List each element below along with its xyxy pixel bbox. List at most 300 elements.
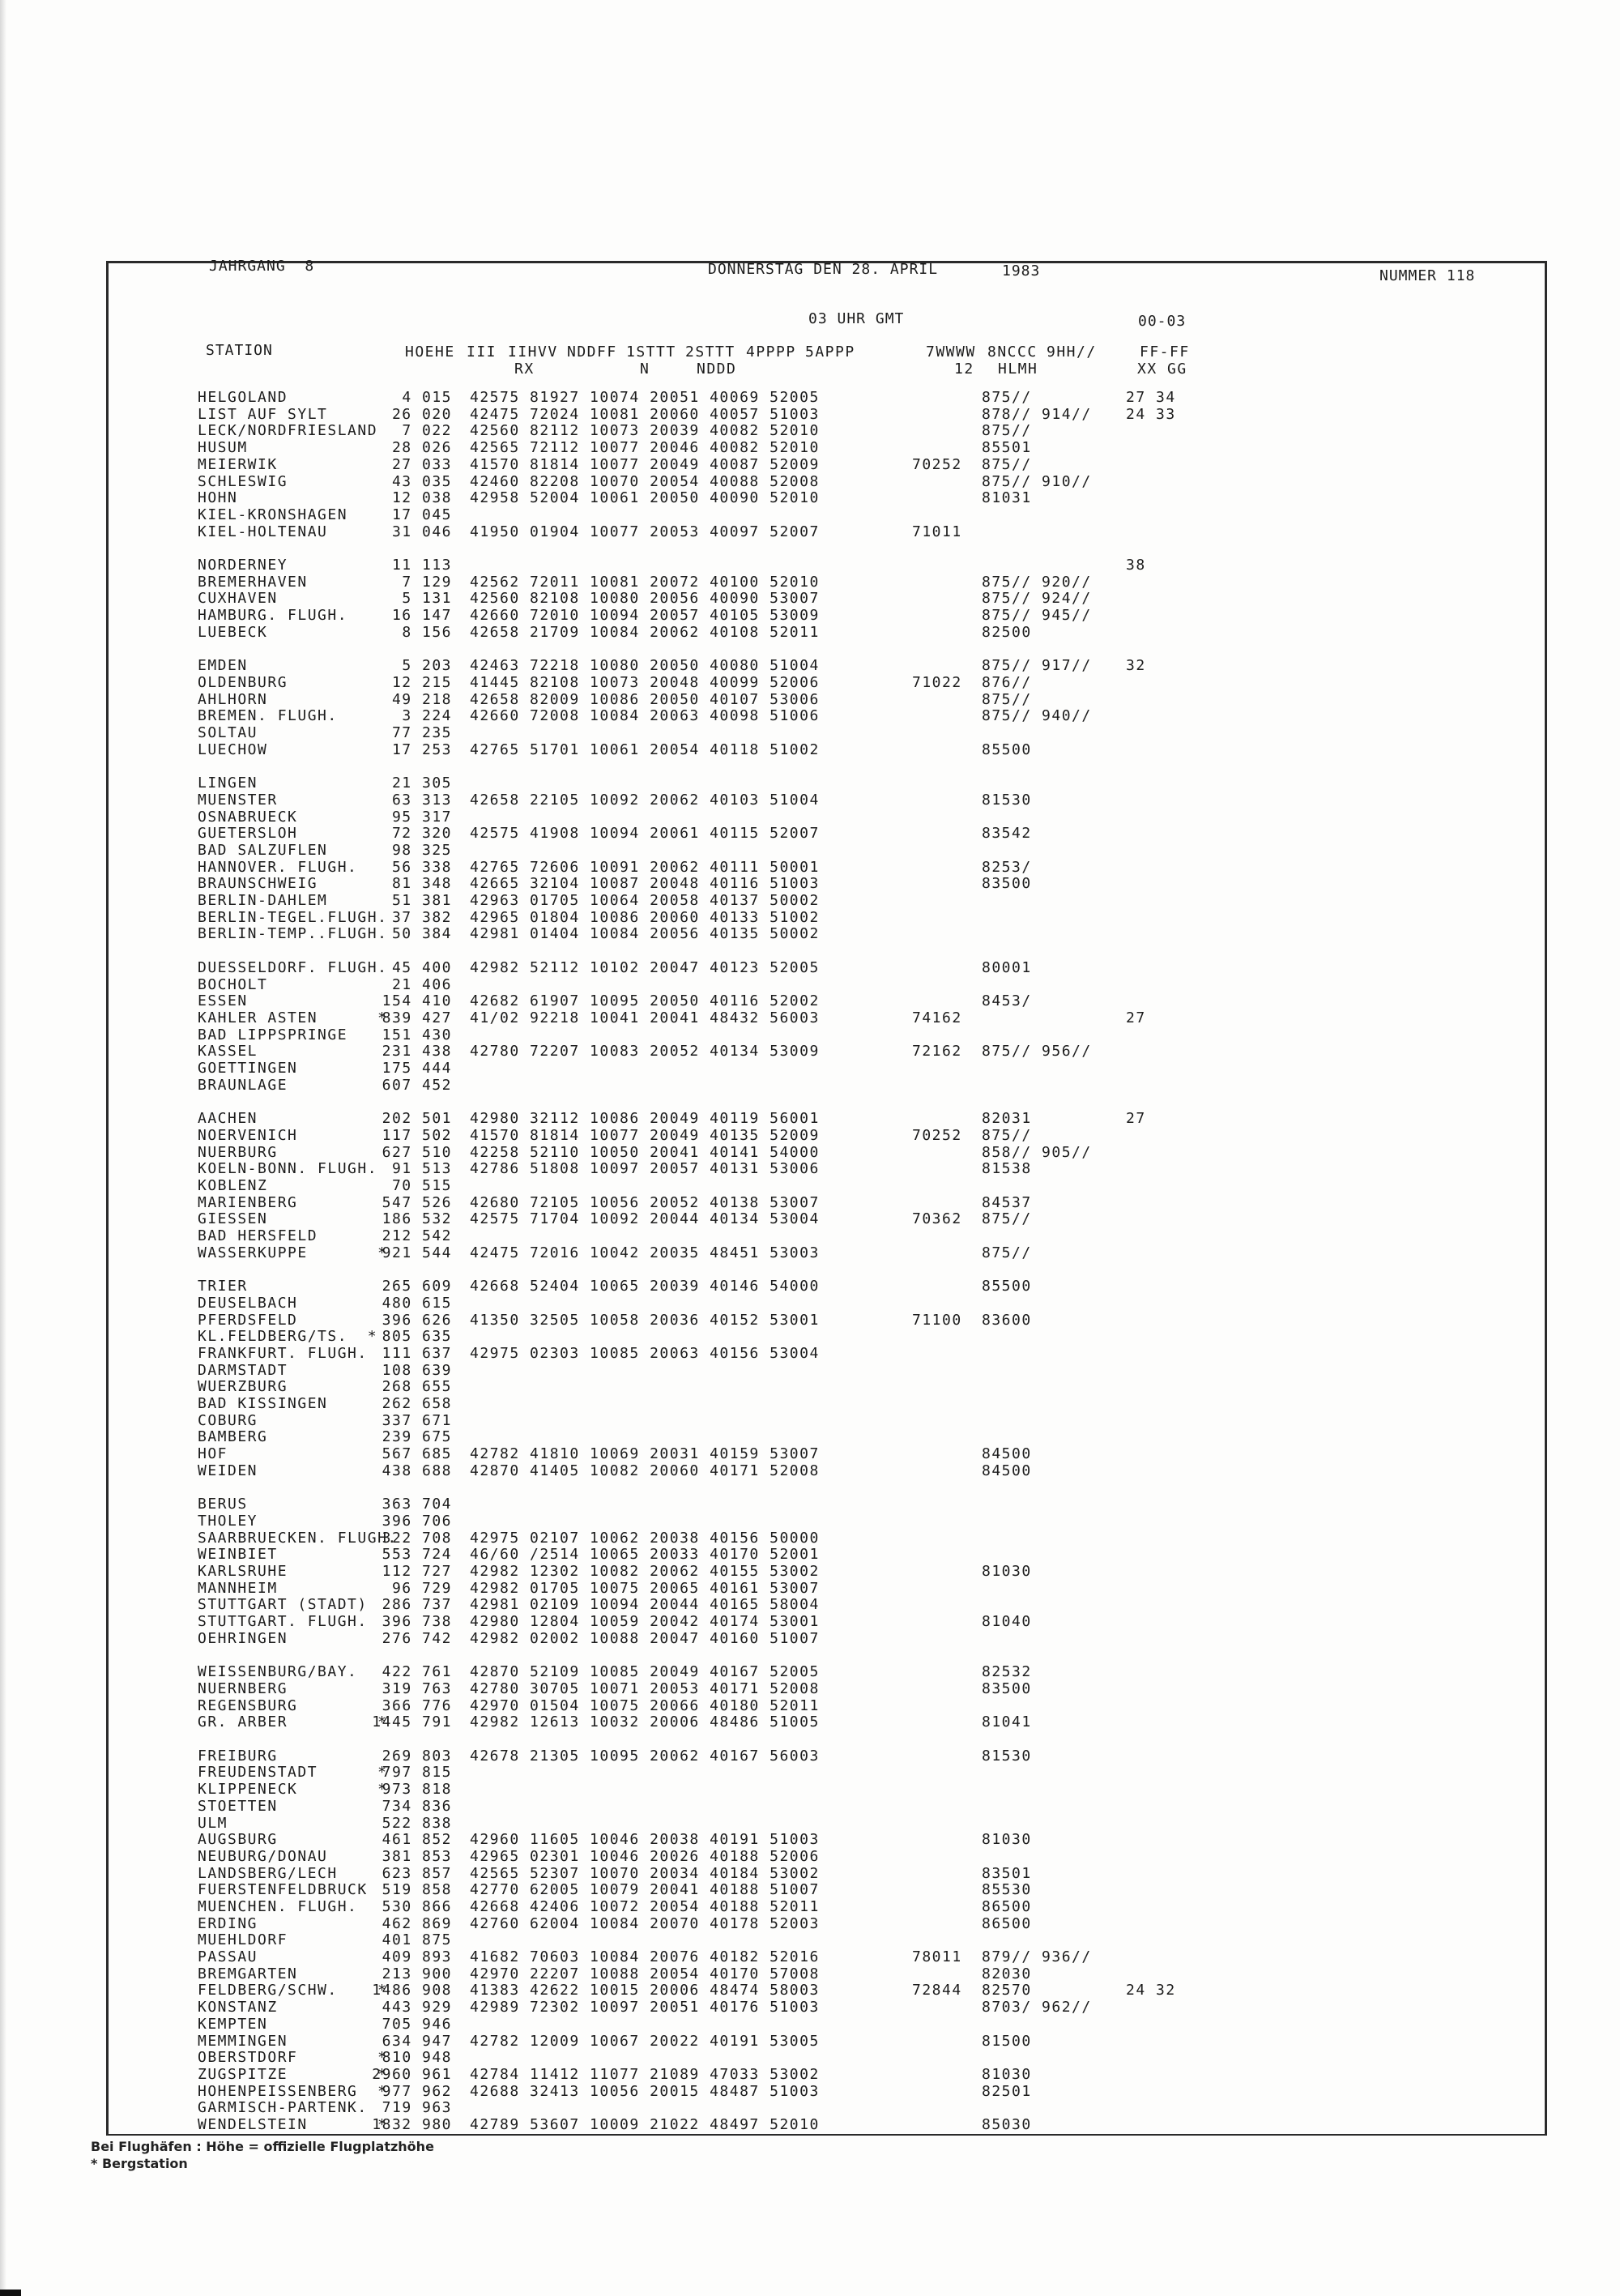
station-name: AHLHORN [198,691,268,708]
station-height-id: 21 406 [391,976,452,993]
station-name: NOERVENICH [198,1127,298,1144]
period-label: 00-03 [1138,313,1187,330]
column-header: 8NCCC [987,344,1038,361]
station-height-id: 7 129 [402,574,452,591]
station-name: BERLIN-TEMP..FLUGH. [198,925,388,942]
station-name: KIEL-KRONSHAGEN [198,506,348,523]
station-height-id: 567 685 [382,1445,452,1462]
station-column-header: STATION [206,342,273,359]
cloud-group: 875// 924// [982,590,1092,607]
cloud-group: 875// [982,422,1032,439]
station-height-id: 276 742 [382,1630,452,1647]
cloud-group: 81030 [982,1831,1032,1848]
cloud-group: 858// 905// [982,1144,1092,1161]
station-name: BAD LIPPSPRINGE [198,1026,348,1043]
cloud-group: 875// 945// [982,607,1092,624]
station-name: WUERZBURG [198,1378,288,1395]
station-name: ZUGSPITZE * [198,2066,388,2083]
station-name: FELDBERG/SCHW. * [198,1982,388,1999]
cloud-group: 875// 920// [982,574,1092,591]
station-height-id: 11 113 [391,557,452,574]
station-height-id: 269 803 [382,1748,452,1765]
station-height-id: 8 156 [402,624,452,641]
station-height-id: 634 947 [382,2033,452,2050]
cloud-group: 81530 [982,792,1032,809]
station-name: COBURG [198,1412,258,1429]
station-height-id: 95 317 [391,809,452,826]
wind-gust: 24 32 [1126,1982,1176,1999]
station-name: SCHLESWIG [198,473,288,490]
station-height-id: 973 818 [382,1781,452,1798]
station-name: KASSEL [198,1043,258,1060]
station-height-id: 623 857 [382,1865,452,1882]
station-height-id: 72 320 [391,825,452,842]
wind-gust: 27 [1126,1110,1146,1127]
observation-groups: 42565 52307 10070 20034 40184 53002 [470,1865,820,1882]
cloud-group: 81040 [982,1613,1032,1630]
station-name: BERLIN-DAHLEM [198,892,328,909]
station-height-id: 26 020 [391,406,452,423]
station-name: HOHENPEISSENBERG * [198,2083,388,2100]
wind-gust: 27 34 [1126,389,1176,406]
station-name: KARLSRUHE [198,1563,288,1580]
station-name: WEIDEN [198,1462,258,1479]
observation-groups: 41350 32505 10058 20036 40152 53001 [470,1312,820,1329]
cloud-group: 875// 910// [982,473,1092,490]
observation-groups: 42562 72011 10081 20072 40100 52010 [470,574,820,591]
footnote-airports: Bei Flughäfen : Höhe = offizielle Flugplatzhöhe [91,2139,434,2154]
observation-groups: 42970 01504 10075 20066 40180 52011 [470,1697,820,1714]
station-name: KAHLER ASTEN * [198,1009,388,1026]
cloud-group: 8453/ [982,992,1032,1009]
observation-groups: 42965 01804 10086 20060 40133 51002 [470,909,820,926]
year-label: 1983 [1002,262,1041,280]
observation-groups: 42460 82208 10070 20054 40088 52008 [470,473,820,490]
cloud-group: 85030 [982,2116,1032,2133]
observation-groups: 42982 01705 10075 20065 40161 53007 [470,1580,820,1597]
station-name: DARMSTADT [198,1362,288,1379]
cloud-group: 82031 [982,1110,1032,1127]
cloud-group: 80001 [982,959,1032,976]
observation-groups: 42475 72024 10081 20060 40057 51003 [470,406,820,423]
station-height-id: 98 325 [391,842,452,859]
column-header: 4PPPP [746,344,796,361]
station-name: WENDELSTEIN * [198,2116,388,2133]
station-height-id: 262 658 [382,1395,452,1412]
station-height-id: 705 946 [382,2016,452,2033]
station-height-id: 49 218 [391,691,452,708]
footnote-mountain: * Bergstation [91,2156,188,2171]
station-name: SOLTAU [198,724,258,741]
observation-groups: 42660 72010 10094 20057 40105 53009 [470,607,820,624]
station-height-id: 91 513 [391,1160,452,1177]
station-height-id: 839 427 [382,1009,452,1026]
weather-group: 71011 [912,523,962,540]
station-name: LIST AUF SYLT [198,406,328,423]
station-name: HAMBURG. FLUGH. [198,607,348,624]
station-name: GR. ARBER * [198,1713,388,1731]
station-name: KONSTANZ [198,1999,278,2016]
station-height-id: 5 203 [402,657,452,674]
station-height-id: 17 253 [391,741,452,758]
cloud-group: 85500 [982,741,1032,758]
station-height-id: 422 761 [382,1663,452,1680]
cloud-group: 8253/ [982,859,1032,876]
station-height-id: 77 235 [391,724,452,741]
cloud-group: 81031 [982,489,1032,506]
station-name: KOBLENZ [198,1177,268,1194]
wind-gust: 32 [1126,657,1146,674]
station-name: NORDERNEY [198,557,288,574]
station-name: PASSAU [198,1948,258,1965]
scan-mark [0,2290,21,2296]
station-name: BREMERHAVEN [198,574,308,591]
station-height-id: 27 033 [391,456,452,473]
station-name: KIEL-HOLTENAU [198,523,328,540]
station-name: HUSUM [198,439,248,456]
station-name: BREMGARTEN [198,1965,298,1982]
station-name: KOELN-BONN. FLUGH. [198,1160,378,1177]
station-height-id: 401 875 [382,1931,452,1948]
observation-groups: 42981 02109 10094 20044 40165 58004 [470,1596,820,1613]
column-header-sub: HLMH [998,361,1038,378]
station-height-id: 977 962 [382,2083,452,2100]
observation-groups: 41445 82108 10073 20048 40099 52006 [470,674,820,691]
column-header: FF-FF [1140,344,1190,361]
station-height-id: 396 626 [382,1312,452,1329]
station-name: WEINBIET [198,1546,278,1563]
station-name: BERLIN-TEGEL.FLUGH. [198,909,388,926]
station-height-id: 7 022 [402,422,452,439]
station-name: PFERDSFELD [198,1312,298,1329]
station-name: FRANKFURT. FLUGH. [198,1345,368,1362]
observation-groups: 42668 42406 10072 20054 40188 52011 [470,1898,820,1915]
station-name: LUEBECK [198,624,268,641]
station-height-id: 43 035 [391,473,452,490]
station-height-id: 805 635 [382,1328,452,1345]
observation-groups: 46/60 /2514 10065 20033 40170 52001 [470,1546,820,1563]
observation-groups: 42575 71704 10092 20044 40134 53004 [470,1210,820,1227]
wind-gust: 24 33 [1126,406,1176,423]
weather-group: 70362 [912,1210,962,1227]
cloud-group: 82030 [982,1965,1032,1982]
cloud-group: 85501 [982,439,1032,456]
station-name: ERDING [198,1915,258,1932]
observation-groups: 42965 02301 10046 20026 40188 52006 [470,1848,820,1865]
observation-groups: 42786 51808 10097 20057 40131 53006 [470,1160,820,1177]
station-name: FUERSTENFELDBRUCK [198,1881,368,1898]
observation-groups: 42765 72606 10091 20062 40111 50001 [470,859,820,876]
station-height-id: 154 410 [382,992,452,1009]
observation-groups: 42870 52109 10085 20049 40167 52005 [470,1663,820,1680]
station-height-id: 1832 980 [372,2116,452,2133]
observation-groups: 42982 12613 10032 20006 48486 51005 [470,1713,820,1731]
scan-edge [0,0,6,2296]
date-label: DONNERSTAG DEN 28. APRIL [708,261,939,278]
station-height-id: 480 615 [382,1295,452,1312]
observation-groups: 42982 02002 10088 20047 40160 51007 [470,1630,820,1647]
observation-groups: 42575 41908 10094 20061 40115 52007 [470,825,820,842]
cloud-group: 82570 [982,1982,1032,1999]
station-height-id: 530 866 [382,1898,452,1915]
station-height-id: 12 038 [391,489,452,506]
observation-groups: 42760 62004 10084 20070 40178 52003 [470,1915,820,1932]
observation-time: 03 UHR GMT [808,310,905,327]
cloud-group: 84537 [982,1194,1032,1211]
observation-groups: 41950 01904 10077 20053 40097 52007 [470,523,820,540]
station-height-id: 265 609 [382,1278,452,1295]
station-name: MEIERWIK [198,456,278,473]
station-height-id: 268 655 [382,1378,452,1395]
column-header: 5APPP [805,344,855,361]
station-name: LECK/NORDFRIESLAND [198,422,378,439]
station-name: FREIBURG [198,1748,278,1765]
observation-groups: 42475 72016 10042 20035 48451 53003 [470,1244,820,1261]
observation-groups: 42575 81927 10074 20051 40069 52005 [470,389,820,406]
column-header-sub: N [640,361,650,378]
station-height-id: 175 444 [382,1060,452,1077]
wind-gust: 38 [1126,557,1146,574]
column-header: 9HH// [1047,344,1097,361]
observation-groups: 42658 82009 10086 20050 40107 53006 [470,691,820,708]
station-height-id: 381 853 [382,1848,452,1865]
cloud-group: 83500 [982,1680,1032,1697]
cloud-group: 81030 [982,2066,1032,2083]
station-name: LINGEN [198,775,258,792]
cloud-group: 875// [982,456,1032,473]
station-height-id: 719 963 [382,2099,452,2116]
column-header: IIHVV [508,344,558,361]
wind-gust: 27 [1126,1009,1146,1026]
observation-groups: 42258 52110 10050 20041 40141 54000 [470,1144,820,1161]
station-height-id: 396 706 [382,1513,452,1530]
station-height-id: 45 400 [391,959,452,976]
station-height-id: 117 502 [382,1127,452,1144]
station-height-id: 239 675 [382,1428,452,1445]
station-height-id: 366 776 [382,1697,452,1714]
station-height-id: 50 384 [391,925,452,942]
station-name: KL.FELDBERG/TS. * [198,1328,378,1345]
column-header: 2STTT [685,344,735,361]
station-name: NUERNBERG [198,1680,288,1697]
observation-groups: 42668 52404 10065 20039 40146 54000 [470,1278,820,1295]
column-header-sub: 12 [954,361,974,378]
observation-groups: 42780 72207 10083 20052 40134 53009 [470,1043,820,1060]
station-name: OSNABRUECK [198,809,298,826]
station-height-id: 286 737 [382,1596,452,1613]
station-name: NEUBURG/DONAU [198,1848,328,1865]
cloud-group: 82501 [982,2083,1032,2100]
station-height-id: 627 510 [382,1144,452,1161]
station-name: GUETERSLOH [198,825,298,842]
weather-group: 70252 [912,456,962,473]
observation-groups: 42680 72105 10056 20052 40138 53007 [470,1194,820,1211]
observation-groups: 41682 70603 10084 20076 40182 52016 [470,1948,820,1965]
cloud-group: 875// [982,691,1032,708]
station-name: GIESSEN [198,1210,268,1227]
station-height-id: 112 727 [382,1563,452,1580]
station-height-id: 213 900 [382,1965,452,1982]
observation-groups: 42789 53607 10009 21022 48497 52010 [470,2116,820,2133]
observation-groups: 42958 52004 10061 20050 40090 52010 [470,489,820,506]
station-name: BREMEN. FLUGH. [198,707,338,724]
station-name: MEMMINGEN [198,2033,288,2050]
observation-groups: 42975 02107 10062 20038 40156 50000 [470,1530,820,1547]
observation-groups: 42782 12009 10067 20022 40191 53005 [470,2033,820,2050]
cloud-group: 875// [982,389,1032,406]
station-height-id: 96 729 [391,1580,452,1597]
observation-groups: 42560 82112 10073 20039 40082 52010 [470,422,820,439]
column-header-sub: NDDD [697,361,737,378]
observation-groups: 42463 72218 10080 20050 40080 51004 [470,657,820,674]
station-name: ESSEN [198,992,248,1009]
column-header-sub: RX [514,361,535,378]
column-header: HOEHE [405,344,455,361]
station-name: FREUDENSTADT * [198,1764,388,1781]
station-height-id: 202 501 [382,1110,452,1127]
station-height-id: 70 515 [391,1177,452,1194]
issue-number: NUMMER 118 [1379,267,1476,284]
observation-groups: 41570 81814 10077 20049 40087 52009 [470,456,820,473]
station-height-id: 337 671 [382,1412,452,1429]
observation-groups: 42982 52112 10102 20047 40123 52005 [470,959,820,976]
observation-groups: 42782 41810 10069 20031 40159 53007 [470,1445,820,1462]
observation-groups: 41383 42622 10015 20006 48474 58003 [470,1982,820,1999]
station-height-id: 547 526 [382,1194,452,1211]
station-height-id: 37 382 [391,909,452,926]
cloud-group: 81500 [982,2033,1032,2050]
cloud-group: 875// [982,1127,1032,1144]
station-height-id: 63 313 [391,792,452,809]
observation-groups: 42658 21709 10084 20062 40108 52011 [470,624,820,641]
observation-groups: 42682 61907 10095 20050 40116 52002 [470,992,820,1009]
station-height-id: 2960 961 [372,2066,452,2083]
station-name: REGENSBURG [198,1697,298,1714]
station-name: LUECHOW [198,741,268,758]
observation-groups: 42970 22207 10088 20054 40170 57008 [470,1965,820,1982]
cloud-group: 83600 [982,1312,1032,1329]
cloud-group: 85500 [982,1278,1032,1295]
station-height-id: 51 381 [391,892,452,909]
station-name: KEMPTEN [198,2016,268,2033]
station-height-id: 108 639 [382,1362,452,1379]
cloud-group: 86500 [982,1898,1032,1915]
station-name: BAD KISSINGEN [198,1395,328,1412]
station-name: BAD SALZUFLEN [198,842,328,859]
station-height-id: 4 015 [402,389,452,406]
cloud-group: 875// 940// [982,707,1092,724]
cloud-group: 879// 936// [982,1948,1092,1965]
weather-group: 74162 [912,1009,962,1026]
weather-group: 72162 [912,1043,962,1060]
cloud-group: 86500 [982,1915,1032,1932]
cloud-group: 876// [982,674,1032,691]
station-name: HOF [198,1445,228,1462]
cloud-group: 84500 [982,1462,1032,1479]
observation-groups: 42688 32413 10056 20015 48487 51003 [470,2083,820,2100]
weather-group: 71022 [912,674,962,691]
station-name: MUEHLDORF [198,1931,288,1948]
cloud-group: 875// 956// [982,1043,1092,1060]
station-height-id: 151 430 [382,1026,452,1043]
cloud-group: 83542 [982,825,1032,842]
station-name: KLIPPENECK * [198,1781,388,1798]
station-name: AACHEN [198,1110,258,1127]
column-header: NDDFF [567,344,617,361]
station-height-id: 21 305 [391,775,452,792]
station-name: NUERBURG [198,1144,278,1161]
station-height-id: 17 045 [391,506,452,523]
cloud-group: 81538 [982,1160,1032,1177]
station-name: GOETTINGEN [198,1060,298,1077]
observation-groups: 42980 12804 10059 20042 40174 53001 [470,1613,820,1630]
column-header-sub: XX GG [1137,361,1187,378]
cloud-group: 875// [982,1210,1032,1227]
station-height-id: 522 838 [382,1815,452,1832]
station-name: HELGOLAND [198,389,288,406]
station-name: MARIENBERG [198,1194,298,1211]
cloud-group: 81041 [982,1713,1032,1731]
cloud-group: 84500 [982,1445,1032,1462]
observation-groups: 42560 82108 10080 20056 40090 53007 [470,590,820,607]
station-name: BRAUNSCHWEIG [198,875,318,892]
station-height-id: 56 338 [391,859,452,876]
station-name: LANDSBERG/LECH [198,1865,338,1882]
observation-groups: 42658 22105 10092 20062 40103 51004 [470,792,820,809]
column-header: III [467,344,497,361]
station-height-id: 734 836 [382,1798,452,1815]
station-height-id: 31 046 [391,523,452,540]
station-name: OEHRINGEN [198,1630,288,1647]
observation-groups: 42963 01705 10064 20058 40137 50002 [470,892,820,909]
station-height-id: 186 532 [382,1210,452,1227]
station-height-id: 3 224 [402,707,452,724]
station-height-id: 16 147 [391,607,452,624]
station-height-id: 319 763 [382,1680,452,1697]
station-height-id: 553 724 [382,1546,452,1563]
station-height-id: 12 215 [391,674,452,691]
station-name: BAMBERG [198,1428,268,1445]
station-name: MANNHEIM [198,1580,278,1597]
station-name: DUESSELDORF. FLUGH. [198,959,388,976]
station-height-id: 231 438 [382,1043,452,1060]
observation-groups: 42870 41405 10082 20060 40171 52008 [470,1462,820,1479]
station-name: HOHN [198,489,238,506]
cloud-group: 82500 [982,624,1032,641]
cloud-group: 83500 [982,875,1032,892]
station-height-id: 810 948 [382,2049,452,2066]
cloud-group: 81030 [982,1563,1032,1580]
cloud-group: 83501 [982,1865,1032,1882]
observation-groups: 41570 81814 10077 20049 40135 52009 [470,1127,820,1144]
station-height-id: 461 852 [382,1831,452,1848]
station-height-id: 28 026 [391,439,452,456]
station-name: BRAUNLAGE [198,1077,288,1094]
station-name: GARMISCH-PARTENK. [198,2099,368,2116]
station-name: HANNOVER. FLUGH. [198,859,358,876]
station-name: SAARBRUECKEN. FLUGH. [198,1530,398,1547]
station-height-id: 322 708 [382,1530,452,1547]
observation-groups: 42981 01404 10084 20056 40135 50002 [470,925,820,942]
station-height-id: 519 858 [382,1881,452,1898]
station-name: WEISSENBURG/BAY. [198,1663,358,1680]
weather-group: 78011 [912,1948,962,1965]
station-height-id: 363 704 [382,1496,452,1513]
station-name: MUENCHEN. FLUGH. [198,1898,358,1915]
station-height-id: 1445 791 [372,1713,452,1731]
station-name: BAD HERSFELD [198,1227,318,1244]
jahrgang-label: JAHRGANG 8 [209,258,315,275]
